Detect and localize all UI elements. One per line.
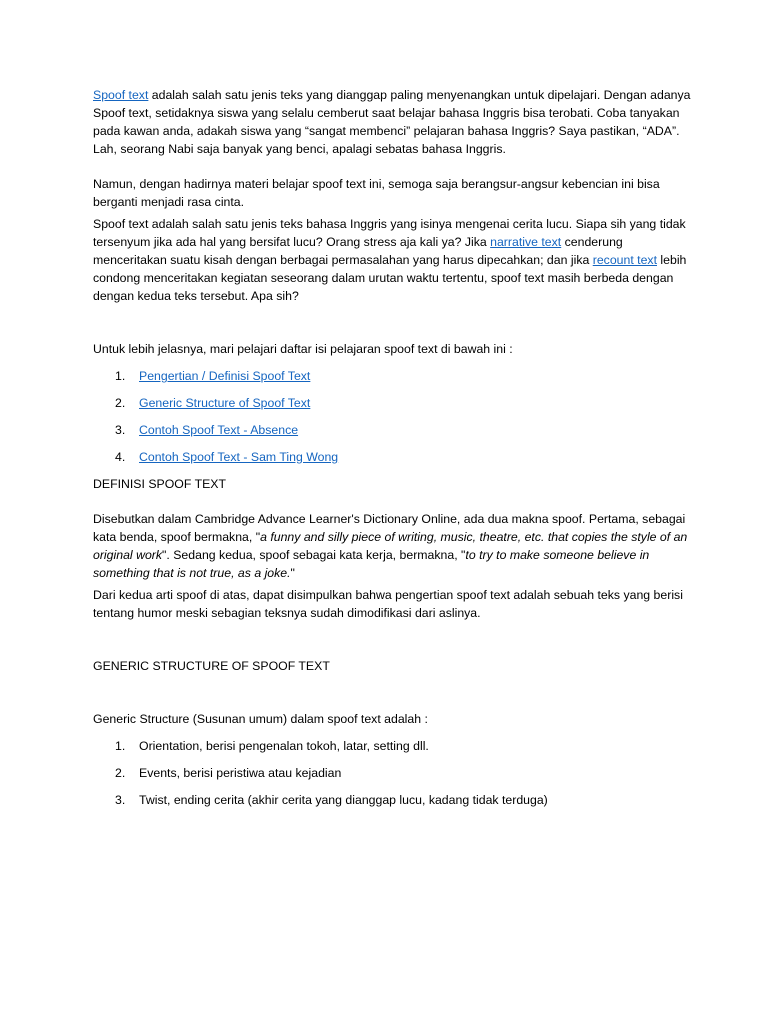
generic-structure-list: [93, 737, 693, 809]
generic-intro: Generic Structure (Susunan umum) dalam spoof text adalah :: [93, 712, 428, 726]
third-paragraph-text-2: cenderung menceritakan suatu kisah dengan berbagai permasalahan yang harus dipecahkan; dan jika: [93, 235, 623, 267]
toc-item-number: 3.: [115, 423, 126, 437]
definition-paragraph: [93, 510, 693, 582]
toc-item-number: 2.: [115, 396, 126, 410]
toc-item: [93, 394, 693, 412]
toc-list: [93, 367, 693, 466]
toc-item-number: 1.: [115, 369, 126, 383]
second-paragraph: Namun, dengan hadirnya materi belajar spoof text ini, semoga saja berangsur-angsur kebencian ini bisa berganti menjadi rasa cinta.: [93, 177, 660, 209]
toc-link-generic-structure[interactable]: Generic Structure of Spoof Text: [139, 396, 311, 410]
generic-item-number: 2.: [115, 766, 126, 780]
third-paragraph: [93, 215, 693, 305]
generic-item: [93, 764, 693, 782]
intro-paragraph-text: adalah salah satu jenis teks yang dianggap paling menyenangkan untuk dipelajari. Dengan adanya Spoof text, setidaknya siswa yang selalu cemberut saat belajar bahasa Inggris bisa terobati. Coba tanyakan pada kawan anda, adakah siswa yang “sangat membenci” pelajaran bahasa Inggris? Saya pastikan, “ADA”. Lah, seorang Nabi saja banyak yang benci, apalagi sebatas bahasa Inggris.: [93, 88, 691, 156]
recount-text-link[interactable]: recount text: [592, 253, 657, 267]
third-paragraph-text-1: Spoof text adalah salah satu jenis teks bahasa Inggris yang isinya mengenai cerita lucu. Siapa sih yang tidak tersenyum jika ada hal yang bersifat lucu? Orang stress aja kali ya? Jika: [93, 217, 686, 249]
definition-text-3: ": [290, 566, 295, 580]
document-body: [93, 86, 693, 818]
toc-link-definisi[interactable]: Pengertian / Definisi Spoof Text: [139, 369, 311, 383]
spoof-text-link[interactable]: Spoof text: [93, 88, 149, 102]
third-paragraph-text-3: lebih condong menceritakan kegiatan seseorang dalam urutan waktu tertentu, spoof text masih berbeda dengan dengan kedua teks tersebut. Apa sih?: [93, 253, 687, 303]
generic-item-label: Events, berisi peristiwa atau kejadian: [139, 766, 342, 780]
toc-link-absence[interactable]: Contoh Spoof Text - Absence: [139, 423, 299, 437]
toc-item-number: 4.: [115, 450, 126, 464]
generic-item: [93, 737, 693, 755]
generic-item: [93, 791, 693, 809]
toc-item: [93, 421, 693, 439]
generic-item-label: Twist, ending cerita (akhir cerita yang dianggap lucu, kadang tidak terduga): [139, 793, 548, 807]
toc-item: [93, 448, 693, 466]
heading-definisi: DEFINISI SPOOF TEXT: [93, 477, 227, 491]
generic-item-number: 1.: [115, 739, 126, 753]
toc-link-sam-ting-wong[interactable]: Contoh Spoof Text - Sam Ting Wong: [139, 450, 339, 464]
toc-intro: Untuk lebih jelasnya, mari pelajari daftar isi pelajaran spoof text di bawah ini :: [93, 342, 513, 356]
toc-item: [93, 367, 693, 385]
narrative-text-link[interactable]: narrative text: [490, 235, 562, 249]
generic-item-number: 3.: [115, 793, 126, 807]
generic-item-label: Orientation, berisi pengenalan tokoh, latar, setting dll.: [139, 739, 429, 753]
heading-generic-structure: GENERIC STRUCTURE OF SPOOF TEXT: [93, 659, 330, 673]
conclusion-paragraph: Dari kedua arti spoof di atas, dapat disimpulkan bahwa pengertian spoof text adalah sebuah teks yang berisi tentang humor meski sebagian teksnya sudah dimodifikasi dari aslinya.: [93, 588, 683, 620]
definition-quote-1: a funny and silly piece of writing, music, theatre, etc. that copies the style of an original work: [93, 530, 688, 562]
intro-paragraph: [93, 86, 693, 158]
definition-text-2: ". Sedang kedua, spoof sebagai kata kerja, bermakna, ": [162, 548, 466, 562]
definition-text-1: Disebutkan dalam Cambridge Advance Learner's Dictionary Online, ada dua makna spoof. Pertama, sebagai kata benda, spoof bermakna, ": [93, 512, 686, 544]
definition-quote-2: to try to make someone believe in something that is not true, as a joke.: [93, 548, 650, 580]
